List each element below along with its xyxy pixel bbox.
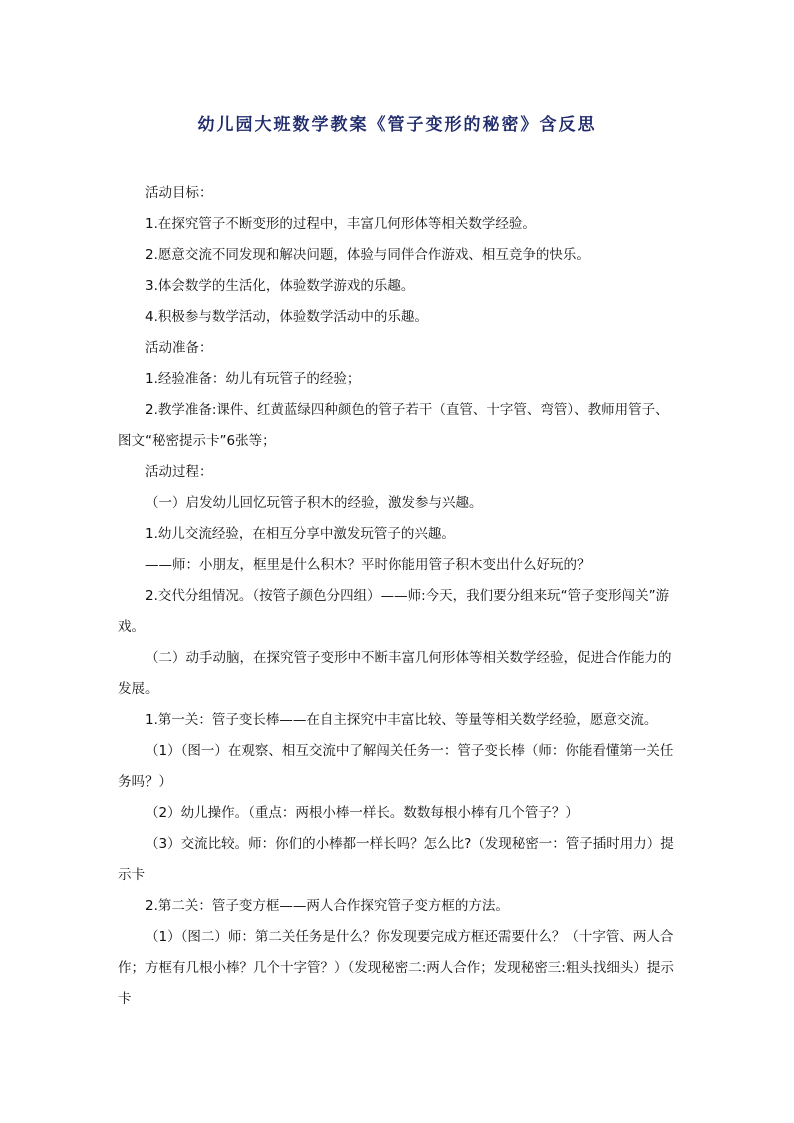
paragraph-process-1-dialog: ——师：小朋友，框里是什么积木？平时你能用管子积木变出什么好玩的？ xyxy=(145,557,591,573)
document-body xyxy=(118,178,680,1015)
paragraph-process-1-2: 2.交代分组情况。（按管子颜色分四组）——师:今天，我们要分组来玩“管子变形闯关”游戏。 xyxy=(118,588,670,635)
paragraph-level-2: 2.第二关：管子变方框——两人合作探究管子变方框的方法。 xyxy=(145,898,509,914)
paragraph-prep-2: 2.教学准备:课件、红黄蓝绿四种颜色的管子若干（直管、十字管、弯管）、教师用管子、图文“秘密提示卡”6张等； xyxy=(118,402,669,449)
paragraph-prep-heading: 活动准备： xyxy=(145,340,213,356)
paragraph-process-part-1: （一）启发幼儿回忆玩管子积木的经验，激发参与兴趣。 xyxy=(145,495,483,511)
document-title: 幼儿园大班数学教案《管子变形的秘密》含反思 xyxy=(197,115,597,135)
paragraph-goal-2: 2.愿意交流不同发现和解决问题，体验与同伴合作游戏、相互竞争的快乐。 xyxy=(145,247,590,263)
paragraph-goals-heading: 活动目标： xyxy=(145,185,213,201)
paragraph-goal-1: 1.在探究管子不断变形的过程中，丰富几何形体等相关数学经验。 xyxy=(145,216,536,232)
paragraph-goal-4: 4.积极参与数学活动，体验数学活动中的乐趣。 xyxy=(145,309,428,325)
paragraph-prep-1: 1.经验准备：幼儿有玩管子的经验； xyxy=(145,371,361,387)
paragraph-level-1-step-3: （3）交流比较。师：你们的小棒都一样长吗？怎么比?（发现秘密一：管子插时用力）提示卡 xyxy=(118,836,674,883)
paragraph-process-heading: 活动过程： xyxy=(145,464,213,480)
paragraph-level-2-step-1: （1）（图二）师：第二关任务是什么？你发现要完成方框还需要什么？（十字管、两人合作；方框有几根小棒？几个十字管？）（发现秘密二:两人合作；发现秘密三:粗头找细头）提示卡 xyxy=(118,929,674,1007)
paragraph-level-1: 1.第一关：管子变长棒——在自主探究中丰富比较、等量等相关数学经验，愿意交流。 xyxy=(145,712,658,728)
paragraph-process-part-2: （二）动手动脑，在探究管子变形中不断丰富几何形体等相关数学经验，促进合作能力的发展。 xyxy=(118,650,672,697)
paragraph-goal-3: 3.体会数学的生活化，体验数学游戏的乐趣。 xyxy=(145,278,415,294)
paragraph-process-1-1: 1.幼儿交流经验，在相互分享中激发玩管子的兴趣。 xyxy=(145,526,455,542)
paragraph-level-1-step-1: （1）（图一）在观察、相互交流中了解闯关任务一：管子变长棒（师：你能看懂第一关任务吗？） xyxy=(118,743,674,790)
paragraph-level-1-step-2: （2）幼儿操作。（重点：两根小棒一样长。数数每根小棒有几个管子？） xyxy=(145,805,579,821)
